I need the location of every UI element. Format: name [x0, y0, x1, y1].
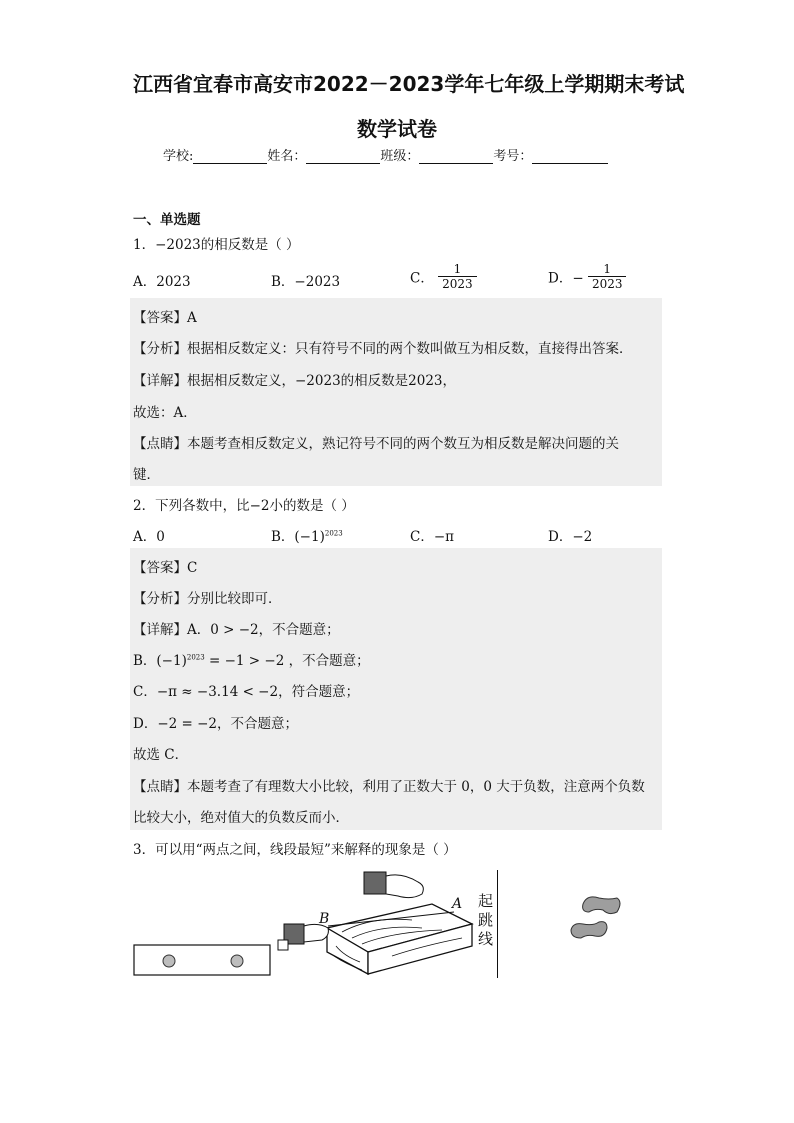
upper-hand	[386, 875, 423, 898]
q1-comment-line1: 【点睛】本题考查相反数定义，熟记符号不同的两个数互为相反数是解决问题的关	[133, 436, 619, 452]
nail-left	[163, 955, 175, 967]
page-title-line2: 数学试卷	[357, 117, 437, 141]
number-field[interactable]	[532, 149, 608, 164]
q2-answer: 【答案】C	[133, 560, 198, 576]
q1-c-denominator: 2023	[438, 276, 477, 291]
q3-stem: 3．可以用“两点之间，线段最短”来解释的现象是（ ）	[133, 842, 457, 858]
q2-detail-b-exponent: 2023	[186, 653, 205, 662]
q1-option-d	[548, 262, 626, 291]
takeoff-line	[497, 870, 498, 978]
q2-analysis: 【分析】分别比较即可．	[133, 591, 282, 607]
school-label: 学校:	[163, 149, 194, 164]
school-field[interactable]	[193, 149, 267, 164]
q1-detail: 【详解】根据相反数定义，−2023的相反数是2023，	[133, 373, 457, 389]
footprint-upper	[583, 897, 620, 914]
nail-right	[231, 955, 243, 967]
q1-choose: 故选：A．	[133, 405, 197, 421]
q2-detail-a: 【详解】A．0 > −2，不合题意；	[133, 622, 340, 638]
line-label-char-3: 线	[478, 930, 494, 948]
q3-figure-footprints	[565, 890, 625, 946]
q3-line-label	[478, 892, 496, 949]
q1-stem: 1．−2023的相反数是（ ）	[133, 237, 300, 253]
q2-detail-b-rest: = −1 > −2 ，不合题意；	[204, 653, 370, 669]
upper-hand-sleeve	[364, 872, 386, 894]
section-heading: 一、单选题	[133, 212, 201, 228]
q2-comment-line1: 【点睛】本题考查了有理数大小比较，利用了正数大于 0，0 大于负数，注意两个负数	[133, 779, 645, 795]
number-label: 考号：	[493, 149, 533, 164]
q2-detail-b-base: B．(−1)	[133, 653, 187, 669]
point-b-label: B	[319, 911, 330, 927]
q1-solution-box	[130, 298, 662, 486]
lower-hand	[304, 924, 328, 942]
lower-hand-cuff	[278, 940, 288, 950]
point-a-label: A	[452, 896, 463, 912]
q1-option-d-fraction	[588, 262, 627, 291]
q2-detail-b	[133, 649, 370, 669]
footprint-lower	[571, 922, 607, 938]
q1-analysis: 【分析】根据相反数定义：只有符号不同的两个数叫做互为相反数，直接得出答案．	[133, 341, 633, 357]
q2-detail-d: D．−2 = −2，不合题意；	[133, 716, 299, 732]
q1-option-c-fraction	[438, 262, 477, 291]
line-label-char-2: 跳	[478, 911, 494, 929]
q2-option-b-exponent: 2023	[324, 529, 343, 538]
q2-stem: 2．下列各数中，比−2小的数是（ ）	[133, 498, 355, 514]
q2-choose: 故选 C．	[133, 747, 189, 763]
class-label: 班级：	[380, 149, 420, 164]
q1-option-b: B．−2023	[271, 274, 341, 290]
student-info-row	[163, 145, 608, 164]
q1-option-c-prefix: C．	[410, 270, 434, 287]
q1-option-d-prefix: D．−	[548, 270, 584, 287]
name-field[interactable]	[306, 149, 380, 164]
q2-option-c: C．−π	[410, 529, 455, 545]
q1-comment-line2: 键．	[133, 467, 160, 483]
q2-option-d: D．−2	[548, 529, 593, 545]
q2-option-b-base: B．(−1)	[271, 529, 325, 545]
q2-option-a: A．0	[133, 529, 165, 545]
q2-option-b	[271, 525, 343, 545]
line-label-char-1: 起	[478, 892, 494, 910]
q1-d-numerator: 1	[603, 262, 612, 276]
class-field[interactable]	[419, 149, 493, 164]
q1-c-numerator: 1	[453, 262, 462, 276]
q2-comment-line2: 比较大小，绝对值大的负数反而小．	[133, 810, 349, 826]
board-rect	[134, 945, 270, 975]
name-label: 姓名：	[267, 149, 307, 164]
q1-option-c	[410, 262, 477, 291]
page-title-line1: 江西省宜春市高安市2022－2023学年七年级上学期期末考试	[133, 72, 685, 96]
q2-detail-c: C．−π ≈ −3.14 < −2，符合题意；	[133, 684, 360, 700]
q1-answer: 【答案】A	[133, 310, 197, 326]
q1-option-a: A．2023	[133, 274, 191, 290]
q3-figure-plank	[272, 866, 477, 982]
q1-d-denominator: 2023	[588, 276, 627, 291]
q3-figure-nails	[130, 940, 275, 980]
